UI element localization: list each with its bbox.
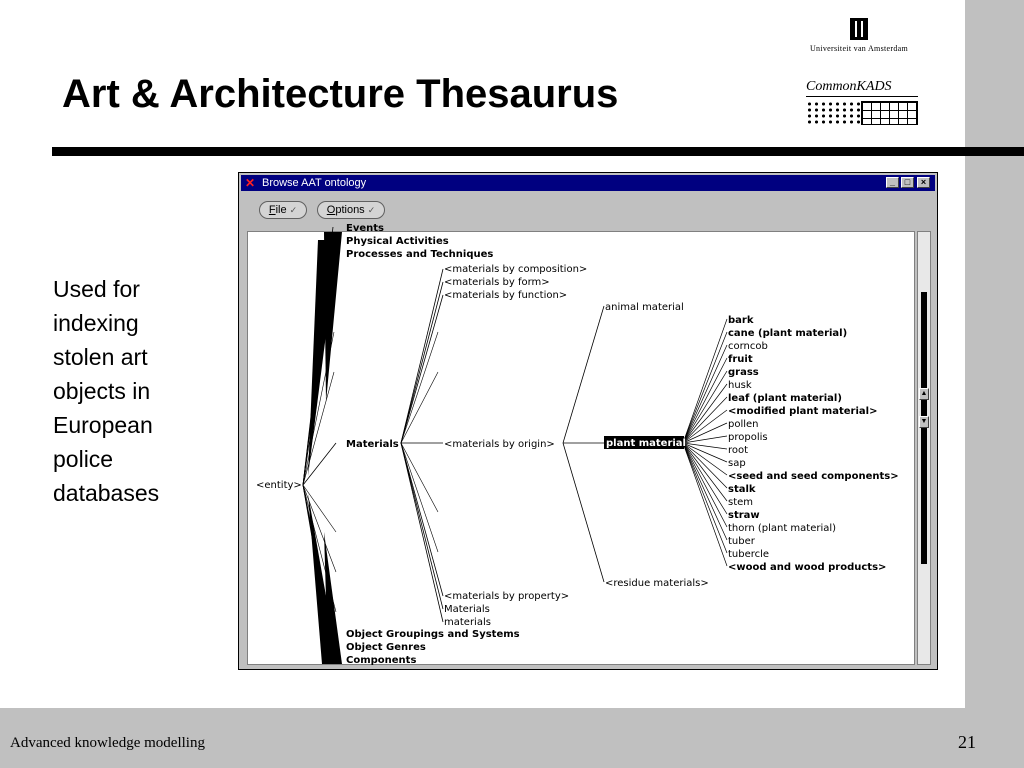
tree-node-by-composition[interactable]: <materials by composition> bbox=[444, 264, 588, 275]
tree-node-by-function[interactable]: <materials by function> bbox=[444, 290, 568, 301]
tree-node-by-property[interactable]: <materials by property> bbox=[444, 591, 570, 602]
tree-node-plant-child[interactable]: straw bbox=[728, 510, 760, 521]
scroll-down-arrow-icon[interactable]: ▼ bbox=[919, 416, 929, 428]
scrollbar-thumb[interactable] bbox=[921, 292, 927, 564]
commonkads-grid-icon bbox=[806, 101, 918, 125]
tree-node-l1-0[interactable]: Events bbox=[346, 223, 384, 234]
footer-course-title: Advanced knowledge modelling bbox=[10, 735, 205, 751]
options-menu-key: O bbox=[326, 204, 336, 216]
tree-node-l1-3[interactable]: Object Groupings and Systems bbox=[346, 629, 520, 640]
tree-node-l1-1[interactable]: Physical Activities bbox=[346, 236, 449, 247]
ontology-tree bbox=[248, 223, 914, 666]
tree-node-plant-child[interactable]: tubercle bbox=[728, 549, 770, 560]
tree-node-l1-4[interactable]: Object Genres bbox=[346, 642, 426, 653]
commonkads-grid bbox=[861, 101, 918, 125]
tree-node-plant-material[interactable]: plant material bbox=[606, 438, 686, 449]
close-button[interactable]: × bbox=[917, 177, 930, 188]
tree-node-plant-child[interactable]: husk bbox=[728, 380, 752, 391]
file-menu[interactable] bbox=[259, 201, 307, 219]
tree-node-plant-child[interactable]: tuber bbox=[728, 536, 755, 547]
tree-nodes bbox=[256, 223, 899, 666]
tree-node-plant-child[interactable]: sap bbox=[728, 458, 746, 469]
scroll-up-arrow-icon[interactable]: ▲ bbox=[919, 388, 929, 400]
options-menu-check-icon: ✓ bbox=[367, 205, 376, 215]
tree-node-plant-child[interactable]: stem bbox=[728, 497, 754, 508]
tree-node-plant-child[interactable]: cane (plant material) bbox=[728, 328, 848, 339]
title-rule bbox=[52, 147, 1024, 156]
tree-node-plant-child[interactable]: leaf (plant material) bbox=[728, 393, 842, 404]
tree-node-by-form[interactable]: <materials by form> bbox=[444, 277, 550, 288]
tree-node-animal-material[interactable]: animal material bbox=[605, 302, 684, 313]
file-menu-rest: ile bbox=[275, 204, 287, 216]
menubar bbox=[241, 195, 935, 225]
tree-node-plant-child[interactable]: stalk bbox=[728, 484, 756, 495]
vertical-scrollbar[interactable] bbox=[917, 231, 931, 665]
university-name: Universiteit van Amsterdam bbox=[809, 44, 908, 53]
tree-node-materials-2[interactable]: Materials bbox=[444, 604, 490, 615]
window-title: Browse AAT ontology bbox=[262, 177, 367, 189]
options-menu[interactable] bbox=[317, 201, 385, 219]
tree-node-plant-child[interactable]: pollen bbox=[728, 419, 759, 430]
options-menu-rest: ptions bbox=[335, 204, 365, 216]
ontology-tree-canvas[interactable] bbox=[247, 223, 915, 666]
bullet-text: Used for indexing stolen art objects in European police databases bbox=[53, 276, 160, 506]
commonkads-name: CommonKADS bbox=[806, 79, 918, 97]
aat-browser-window bbox=[238, 172, 938, 670]
tree-node-plant-child[interactable]: propolis bbox=[728, 432, 768, 443]
footer-page-number: 21 bbox=[958, 732, 976, 752]
tree-node-l1-2[interactable]: Processes and Techniques bbox=[346, 249, 494, 260]
commonkads-logo bbox=[806, 79, 918, 125]
tree-node-by-origin[interactable]: <materials by origin> bbox=[444, 439, 555, 450]
commonkads-dots bbox=[806, 101, 861, 125]
tree-node-plant-child[interactable]: <modified plant material> bbox=[728, 406, 878, 417]
window-titlebar[interactable] bbox=[241, 175, 935, 191]
app-x-icon: ✕ bbox=[245, 176, 256, 190]
university-seal-icon bbox=[850, 18, 868, 40]
tree-node-plant-child[interactable]: <seed and seed components> bbox=[728, 471, 899, 482]
right-band bbox=[965, 0, 1024, 768]
tree-node-plant-child[interactable]: <wood and wood products> bbox=[728, 562, 887, 573]
maximize-button[interactable]: □ bbox=[901, 177, 914, 188]
university-logo bbox=[800, 18, 918, 53]
tree-node-plant-child[interactable]: bark bbox=[728, 315, 754, 326]
tree-node-materials-3[interactable]: materials bbox=[444, 617, 491, 628]
tree-node-plant-child[interactable]: fruit bbox=[728, 354, 753, 365]
file-menu-check-icon: ✓ bbox=[289, 205, 298, 215]
tree-node-plant-child[interactable]: grass bbox=[728, 367, 759, 378]
tree-node-materials[interactable]: Materials bbox=[346, 439, 399, 450]
tree-node-residue-materials[interactable]: <residue materials> bbox=[605, 578, 709, 589]
tree-node-plant-child[interactable]: corncob bbox=[728, 341, 768, 352]
minimize-button[interactable]: _ bbox=[886, 177, 899, 188]
plant-leaf-group bbox=[728, 315, 899, 573]
tree-node-plant-child[interactable]: thorn (plant material) bbox=[728, 523, 837, 534]
tree-node-l1-5[interactable]: Components bbox=[346, 655, 417, 666]
tree-node-plant-child[interactable]: root bbox=[728, 445, 749, 456]
tree-node-root[interactable]: <entity> bbox=[256, 480, 302, 491]
slide-title: Art & Architecture Thesaurus bbox=[62, 72, 619, 116]
file-menu-key: F bbox=[268, 204, 276, 216]
